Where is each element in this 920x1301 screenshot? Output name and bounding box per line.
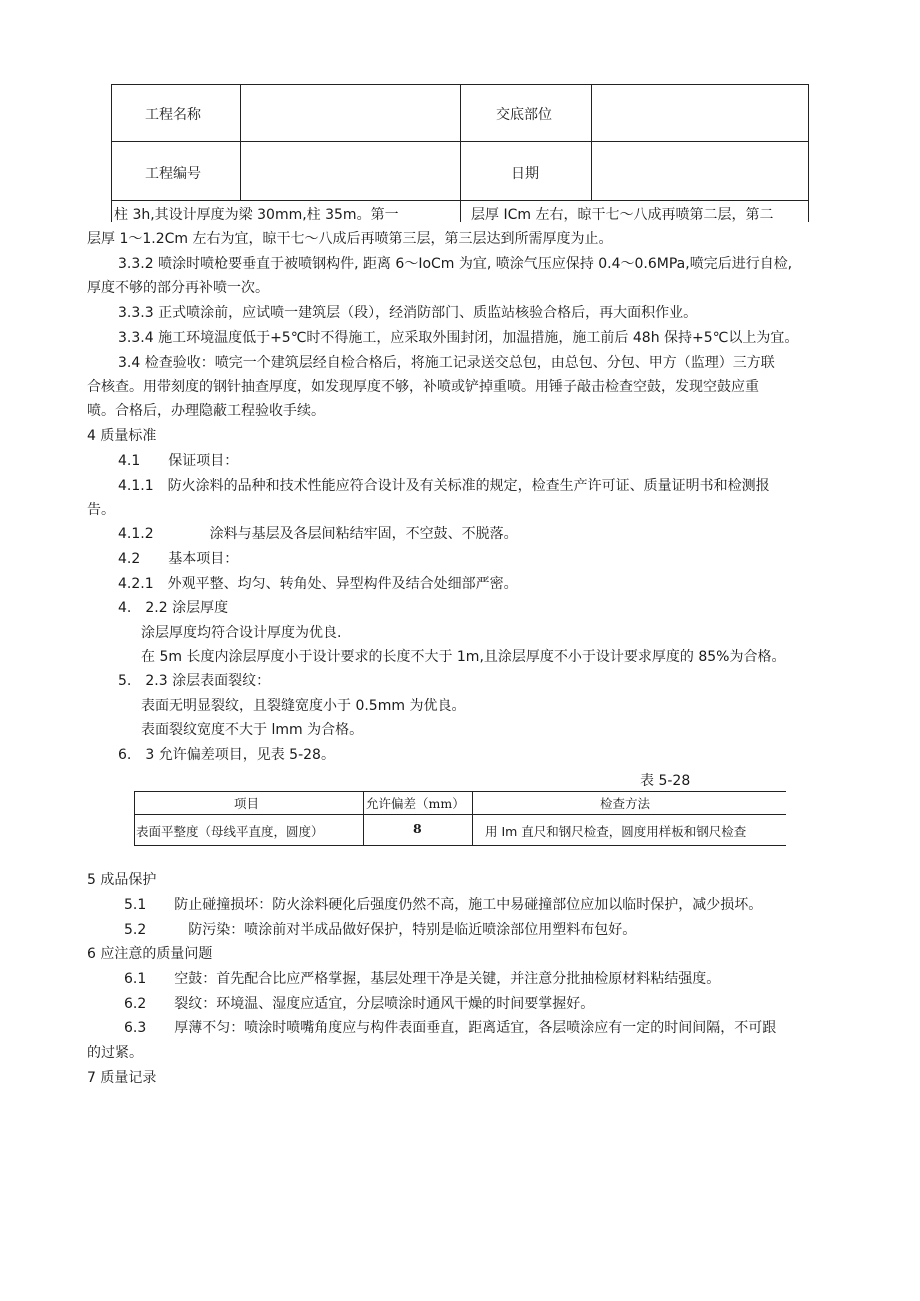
section-heading: 5 成品保护 [87,872,157,888]
table-header-method: 检查方法 [600,796,651,811]
overflow-right-text: 层厚 ICm 左右，晾干七～八成再喷第二层，第二 [471,207,774,223]
body-line: 4.1 保证项目： [118,453,239,469]
body-line: 5.2 防污染：喷涂前对半成品做好保护，特别是临近喷涂部位用塑料布包好。 [124,922,637,938]
date-label: 日期 [511,166,539,182]
table-header-tolerance: 允许偏差（mm） [366,796,465,811]
body-line: 6.1 空鼓：首先配合比应严格掌握，基层处理干净是关键，并注意分批抽检原材料粘结强度。 [124,971,721,987]
body-line: 在 5m 长度内涂层厚度小于设计要求的长度不大于 1m,且涂层厚度不小于设计要求厚度的 85%为合格。 [141,649,786,665]
body-line: 厚度不够的部分再补喷一次。 [87,280,269,296]
overflow-left-text: 柱 3h,其设计厚度为梁 30mm,柱 35m。第一 [114,207,399,223]
table-cell-item: 表面平整度（母线平直度，圆度） [136,824,324,839]
body-line: 合核查。用带刻度的钢针抽查厚度，如发现厚度不够，补喷或铲掉重喷。用锤子敲击检查空鼓，发现空鼓应重 [87,379,759,395]
body-line: 表面裂纹宽度不大于 lmm 为合格。 [141,722,364,738]
table-header-item: 项目 [234,796,260,811]
body-line: 4.1.2 涂料与基层及各层间粘结牢固，不空鼓、不脱落。 [118,526,518,542]
table-caption: 表 5-28 [640,773,691,789]
body-line: 的过紧。 [87,1045,143,1061]
project-no-label: 工程编号 [145,166,201,182]
section-heading: 6 应注意的质量问题 [87,946,213,962]
table-cell-method: 用 Im 直尺和钢尺检查，圆度用样板和钢尺检查 [485,824,747,839]
body-line: 4.1.1 防火涂料的品种和技术性能应符合设计及有关标准的规定，检查生产许可证、质量证明书和检测报 [118,478,770,494]
body-line: 6. 3 允许偏差项目，见表 5-28。 [118,747,335,763]
project-name-label: 工程名称 [145,107,201,123]
body-line: 5.1 防止碰撞损坏：防火涂料硬化后强度仍然不高，施工中易碰撞部位应加以临时保护，减少损坏。 [124,897,763,913]
body-line: 6.2 裂纹：环境温、湿度应适宜，分层喷涂时通风干燥的时间要掌握好。 [124,996,595,1012]
disclosure-part-label: 交底部位 [496,107,552,123]
body-line: 4.2.1 外观平整、均匀、转角处、异型构件及结合处细部严密。 [118,576,518,592]
table-cell-tolerance: 8 [413,821,422,836]
section-heading: 7 质量记录 [87,1070,157,1086]
body-line: 4.2 基本项目： [118,551,239,567]
body-line: 6.3 厚薄不匀：喷涂时喷嘴角度应与构件表面垂直，距离适宜，各层喷涂应有一定的时间间隔，不可跟 [124,1020,777,1036]
body-line: 告。 [87,502,115,518]
section-heading: 4 质量标准 [87,428,157,444]
body-line: 喷。合格后，办理隐蔽工程验收手续。 [87,403,325,419]
body-line: 5. 2.3 涂层表面裂纹： [118,673,271,689]
body-line: 3.3.2 喷涂时喷枪要垂直于被喷钢构件, 距离 6～IoCm 为宜, 喷涂气压应保持 0.4～0.6MPa,喷完后进行自检, [118,256,793,272]
body-line: 表面无明显裂纹，且裂缝宽度小于 0.5mm 为优良。 [141,698,466,714]
body-line: 3.4 检查验收：喷完一个建筑层经自检合格后，将施工记录送交总包，由总包、分包、甲方（监理）三方联 [118,355,775,371]
body-line: 层厚 1～1.2Cm 左右为宜，晾干七～八成后再喷第三层，第三层达到所需厚度为止。 [87,231,613,247]
body-line: 4. 2.2 涂层厚度 [118,600,229,616]
body-line: 3.3.3 正式喷涂前，应试喷一建筑层（段），经消防部门、质监站核验合格后，再大面积作业。 [118,305,698,321]
body-line: 3.3.4 施工环境温度低于+5℃时不得施工，应采取外围封闭，加温措施，施工前后 48h 保持+5℃以上为宜。 [118,330,799,346]
body-line: 涂层厚度均符合设计厚度为优良. [141,625,342,641]
